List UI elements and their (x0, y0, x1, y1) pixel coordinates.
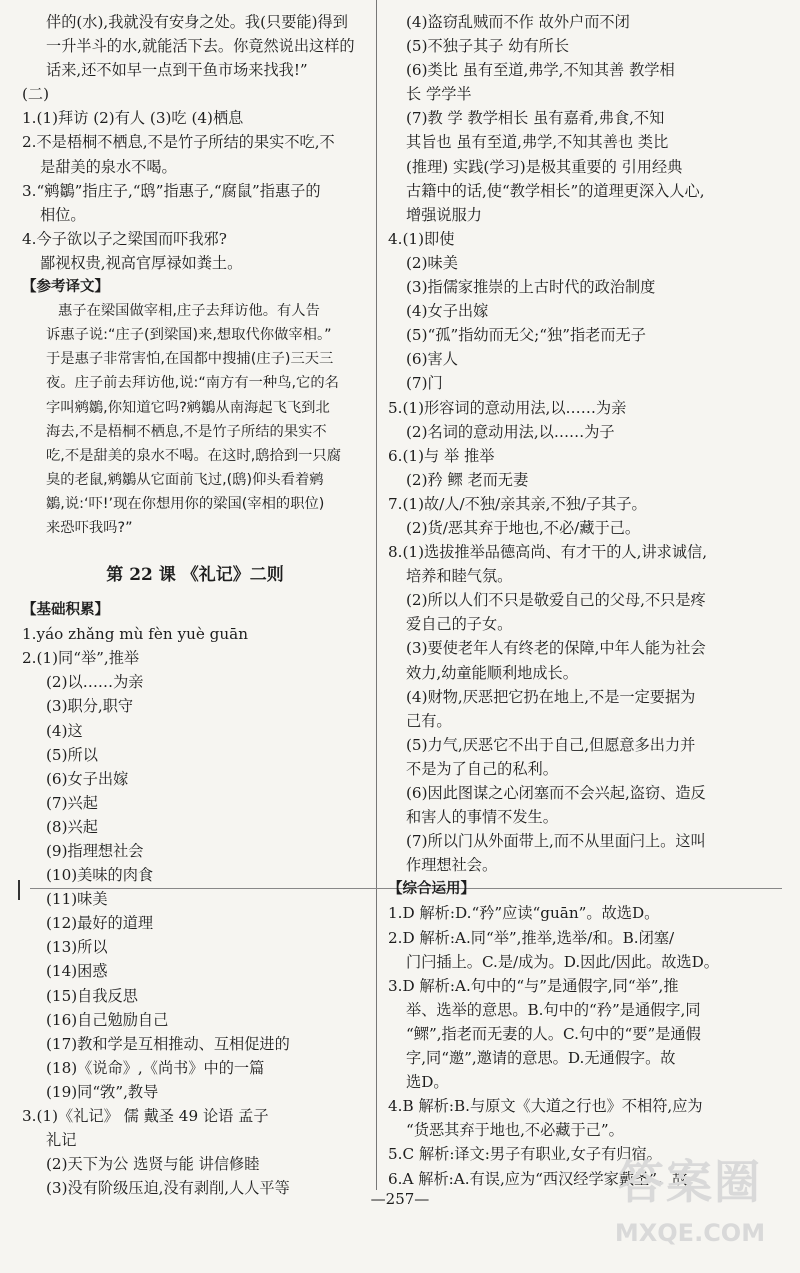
text-line: 作理想社会。 (406, 856, 498, 875)
text-line: 礼记 (46, 1131, 77, 1150)
text-line: (4)财物,厌恶把它扔在地上,不是一定要据为 (406, 687, 696, 706)
text-line: 选D。 (406, 1073, 449, 1092)
text-line: (2)味美 (406, 253, 458, 272)
text-line: 2.D 解析:A.同“举”,推举,选举/和。B.闭塞/ (388, 928, 675, 947)
text-line: (19)同“敩”,教导 (46, 1082, 159, 1101)
text-line: 1.(1)拜访 (2)有人 (3)吃 (4)栖息 (22, 109, 244, 128)
text-line: (4)盗窃乱贼而不作 故外户而不闭 (406, 13, 630, 31)
text-line: 来恐吓我吗?” (46, 519, 133, 536)
text-line: 相位。 (40, 205, 86, 224)
text-line: (15)自我反思 (46, 986, 138, 1005)
text-line: (2)以……为亲 (46, 673, 144, 692)
text-line: 夜。庄子前去拜访他,说:“南方有一种鸟,它的名 (46, 375, 339, 392)
text-line: 臭的老鼠,鹓鶵从它面前飞过,(鸱)仰头看着鹓 (46, 471, 324, 488)
text-line: 字,同“邀”,邀请的意思。D.无通假字。故 (406, 1049, 676, 1068)
text-line: (16)自己勉励自己 (46, 1010, 169, 1029)
text-line: (12)最好的道理 (46, 914, 154, 933)
text-line: 2.(1)同“举”,推举 (22, 649, 140, 668)
text-line: 吃,不是甜美的泉水不喝。在这时,鸱拾到一只腐 (46, 447, 342, 464)
text-line: (8)兴起 (46, 817, 98, 836)
text-line: 6.A 解析:A.有误,应为“西汉经学家戴圣”。故 (388, 1169, 688, 1188)
text-line: 【基础积累】 (22, 602, 109, 619)
left-column-text (22, 10, 368, 540)
text-line: 4.(1)即使 (388, 229, 455, 248)
page-number: —257— (370, 1190, 430, 1208)
text-line: 海去,不是梧桐不栖息,不是竹子所结的果实不 (46, 423, 327, 440)
text-line: (11)味美 (46, 890, 108, 909)
watermark-url: MXQE.COM (614, 1219, 766, 1247)
text-line: (6)害人 (406, 350, 458, 369)
text-line: (4)女子出嫁 (406, 302, 489, 321)
watermark-logo-text: 答案圈 (618, 1155, 762, 1209)
text-line: 己有。 (406, 711, 452, 730)
text-line: (18)《说命》,《尚书》中的一篇 (46, 1058, 265, 1077)
text-line: 其旨也 虽有至道,弗学,不知其善也 类比 (406, 133, 669, 152)
text-line: (3)要使老年人有终老的保障,中年人能为社会 (406, 639, 706, 658)
text-line: 举、选举的意思。B.句中的“矜”是通假字,同 (406, 1000, 701, 1019)
text-line: (2)天下为公 选贤与能 讲信修睦 (46, 1155, 260, 1174)
text-line: 一升半斗的水,就能活下去。你竟然说出这样的 (46, 37, 355, 56)
text-line: 不是为了自己的私利。 (406, 759, 558, 778)
text-line: (17)教和学是互相推动、互相促进的 (46, 1034, 290, 1053)
text-line: (3)指儒家推崇的上古时代的政治制度 (406, 278, 656, 297)
text-line: 7.(1)故/人/不独/亲其亲,不独/子其子。 (388, 494, 647, 513)
text-line: (推理) 实践(学习)是极其重要的 引用经典 (406, 157, 683, 176)
text-line: 4.今子欲以子之梁国而吓我邪? (22, 229, 227, 248)
text-line: (7)门 (406, 374, 443, 393)
text-line: 伴的(水),我就没有安身之处。我(只要能)得到 (46, 13, 348, 31)
text-line: (9)指理想社会 (46, 842, 144, 860)
left-column (22, 10, 368, 1200)
left-column-answers (22, 598, 368, 1200)
text-line: 培养和睦气氛。 (406, 567, 513, 586)
right-column (388, 10, 784, 1191)
text-line: 鄙视权贵,视高官厚禄如粪土。 (40, 253, 243, 272)
text-line: 话来,还不如早一点到干鱼市场来找我!” (46, 61, 308, 80)
text-line: 4.B 解析:B.与原文《大道之行也》不相符,应为 (388, 1097, 703, 1116)
text-line: 门闩插上。C.是/成为。D.因此/因此。故选D。 (406, 952, 719, 971)
text-line: (3)职分,职守 (46, 697, 134, 716)
text-line: (5)所以 (46, 745, 98, 764)
text-line: 5.(1)形容词的意动用法,以……为亲 (388, 398, 627, 417)
text-line: 3.D 解析:A.句中的“与”是通假字,同“举”,推 (388, 976, 679, 995)
text-line: 3.(1)《礼记》 儒 戴圣 49 论语 孟子 (22, 1107, 269, 1126)
text-line: (2)矜 鳏 老而无妻 (406, 470, 529, 489)
text-line: (6)类比 虽有至道,弗学,不知其善 教学相 (406, 61, 675, 80)
text-line: 字叫鹓鶵,你知道它吗?鹓鶵从南海起飞飞到北 (46, 399, 330, 416)
text-line: 惠子在梁国做宰相,庄子去拜访他。有人告 (58, 303, 320, 320)
text-line: “货恶其弃于地也,不必藏于己”。 (406, 1121, 624, 1140)
text-line: 8.(1)选拔推举品德高尚、有才干的人,讲求诚信, (388, 543, 708, 562)
text-line: (7)所以门从外面带上,而不从里面闩上。这叫 (406, 832, 706, 851)
site-watermark (590, 1151, 790, 1261)
right-column-answers (388, 10, 784, 1191)
column-divider (376, 0, 377, 1190)
text-line: 鶵,说:‘吓!’现在你想用你的梁国(宰相的职位) (46, 495, 325, 512)
text-line: “鳏”,指老而无妻的人。C.句中的“要”是通假 (406, 1024, 701, 1043)
text-line: (5)不独子其子 幼有所长 (406, 37, 570, 56)
text-line: (5)“孤”指幼而无父;“独”指老而无子 (406, 326, 646, 345)
text-line: (4)这 (46, 721, 83, 740)
text-line: (2)所以人们不只是敬爱自己的父母,不只是疼 (406, 591, 706, 610)
lesson-title: 第 22 课 《礼记》二则 (106, 565, 284, 586)
text-line: 3.“鹓鶵”指庄子,“鸱”指惠子,“腐鼠”指惠子的 (22, 181, 321, 200)
text-line: 【综合运用】 (388, 881, 475, 898)
text-line: (2)名词的意动用法,以……为子 (406, 422, 615, 441)
text-line: 长 学学半 (406, 85, 472, 104)
text-line: (2)货/恶其弃于地也,不必/藏于己。 (406, 518, 641, 537)
text-line: 诉惠子说:“庄子(到梁国)来,想取代你做宰相。” (46, 327, 332, 344)
text-line: 效力,幼童能顺利地成长。 (406, 663, 578, 682)
text-line: (13)所以 (46, 938, 108, 957)
text-line: 2.不是梧桐不栖息,不是竹子所结的果实不吃,不 (22, 133, 335, 152)
text-line: (6)因此图谋之心闭塞而不会兴起,盗窃、造反 (406, 784, 706, 802)
text-line: (10)美味的肉食 (46, 866, 154, 885)
text-line: 于是惠子非常害怕,在国都中搜捕(庄子)三天三 (46, 351, 334, 368)
text-line: (7)兴起 (46, 793, 98, 812)
text-line: (14)困惑 (46, 962, 108, 981)
text-line: (7)教 学 教学相长 虽有嘉肴,弗食,不知 (406, 109, 665, 128)
scan-edge-mark (18, 880, 20, 900)
text-line: 6.(1)与 举 推举 (388, 446, 495, 465)
text-line: (6)女子出嫁 (46, 769, 129, 788)
text-line: 和害人的事情不发生。 (406, 808, 558, 827)
text-line: 1.yáo zhǎng mù fèn yuè guān (22, 625, 249, 644)
text-line: 1.D 解析:D.“矜”应读“guān”。故选D。 (388, 904, 660, 923)
text-line: (二) (22, 85, 50, 104)
text-line: 是甜美的泉水不喝。 (40, 157, 177, 176)
text-line: 爱自己的子女。 (406, 615, 513, 634)
text-line: (5)力气,厌恶它不出于自己,但愿意多出力并 (406, 735, 696, 754)
text-line: (3)没有阶级压迫,没有剥削,人人平等 (46, 1179, 290, 1198)
text-line: 【参考译文】 (22, 279, 109, 296)
text-line: 古籍中的话,使“教学相长”的道理更深入人心, (406, 181, 705, 200)
text-line: 5.C 解析:译文:男子有职业,女子有归宿。 (388, 1145, 662, 1164)
text-line: 增强说服力 (406, 205, 482, 224)
